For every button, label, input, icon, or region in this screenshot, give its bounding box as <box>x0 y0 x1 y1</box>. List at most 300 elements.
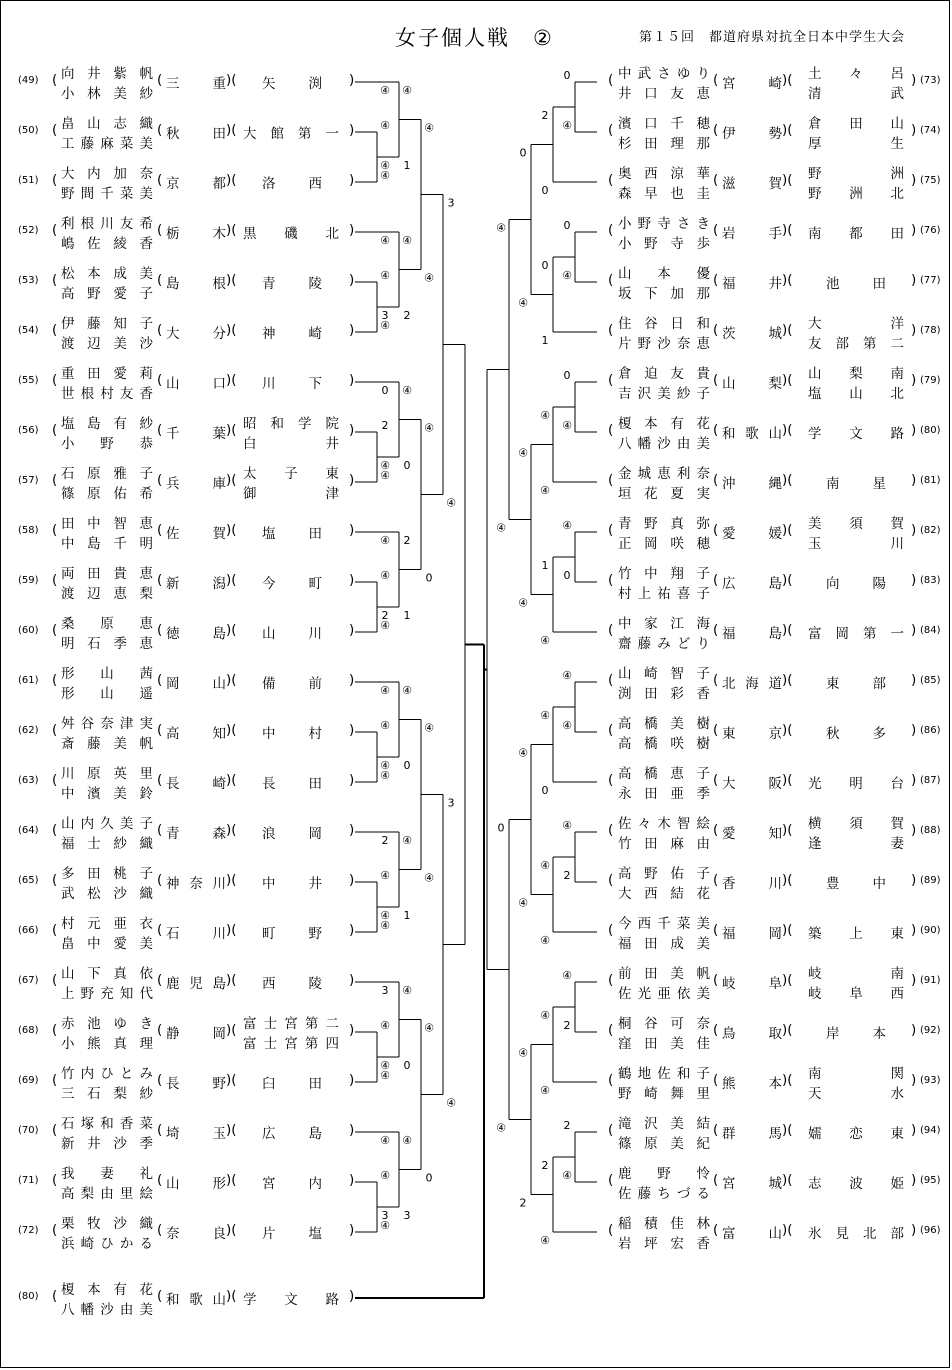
school: 川下 <box>262 376 322 392</box>
entry-number: (75) <box>920 175 941 186</box>
school-2: 岐阜西 <box>808 986 904 1002</box>
prefecture: 愛知 <box>722 826 782 842</box>
player-name-2: 八幡沙由美 <box>618 436 710 452</box>
player-name-1: 竹内ひとみ <box>61 1066 153 1082</box>
paren: )( <box>782 1172 793 1188</box>
score-mark: 2 <box>403 309 411 322</box>
school-1: 倉田山 <box>808 116 904 132</box>
player-name-2: 高梨由里絵 <box>61 1186 153 1202</box>
prefecture: 和歌山 <box>722 426 782 442</box>
score-mark: 2 <box>563 869 571 882</box>
paren: ) <box>349 1022 355 1038</box>
player-name-2: 小林美紗 <box>61 86 153 102</box>
entry-number: (85) <box>920 675 941 686</box>
player-name-2: 竹田麻由 <box>618 836 710 852</box>
score-mark: ④ <box>540 1234 550 1247</box>
score-mark: ④ <box>380 569 390 582</box>
score-mark: ④ <box>562 119 572 132</box>
prefecture: 福島 <box>722 626 782 642</box>
score-mark: ④ <box>380 684 390 697</box>
school-2: 厚生 <box>808 136 904 152</box>
score-mark: 0 <box>381 384 389 397</box>
prefecture: 福井 <box>722 276 782 292</box>
prefecture: 北海道 <box>722 676 782 692</box>
score-mark: ④ <box>562 669 572 682</box>
score-mark: 0 <box>403 759 411 772</box>
player-name-2: 窪田美佳 <box>618 1036 710 1052</box>
score-mark: ④ <box>540 634 550 647</box>
score-mark: ④ <box>424 121 434 135</box>
school: 備前 <box>262 676 322 692</box>
paren: ( <box>713 1172 719 1188</box>
prefecture: 広島 <box>722 576 782 592</box>
school-2: 白井 <box>243 436 339 452</box>
score-mark: ④ <box>518 746 528 760</box>
paren: ( <box>52 822 58 838</box>
score-mark: ④ <box>540 1009 550 1022</box>
paren: )( <box>782 272 793 288</box>
entry-number: (55) <box>18 375 39 386</box>
paren: ) <box>349 722 355 738</box>
entry-number: (84) <box>920 625 941 636</box>
score-mark: 0 <box>563 569 571 582</box>
prefecture: 山口 <box>166 376 226 392</box>
paren: ( <box>157 122 163 138</box>
school-1: 野洲 <box>808 166 904 182</box>
entry-number: (66) <box>18 925 39 936</box>
school: 池田 <box>826 276 886 292</box>
score-mark: ④ <box>402 984 412 997</box>
score-mark: 2 <box>403 534 411 547</box>
score-mark: ④ <box>540 409 550 422</box>
paren: )( <box>226 222 237 238</box>
score-mark: ④ <box>518 296 528 310</box>
score-mark: ④ <box>380 769 390 782</box>
paren: )( <box>226 1222 237 1238</box>
prefecture: 群馬 <box>722 1126 782 1142</box>
score-mark: ④ <box>518 896 528 910</box>
school-1: 山梨南 <box>808 366 904 382</box>
score-mark: ④ <box>380 909 390 922</box>
paren: ( <box>52 1222 58 1238</box>
entry-number: (76) <box>920 225 941 236</box>
paren: )( <box>782 572 793 588</box>
player-name-2: 嶋佐綾香 <box>61 236 153 252</box>
paren: ( <box>608 622 614 638</box>
score-mark: 2 <box>519 1196 527 1210</box>
paren: )( <box>226 422 237 438</box>
player-name-1: 田中智恵 <box>61 516 153 532</box>
paren: )( <box>782 1022 793 1038</box>
score-mark: ④ <box>380 1069 390 1082</box>
paren: ( <box>52 172 58 188</box>
paren: ( <box>157 822 163 838</box>
paren: )( <box>226 1288 237 1304</box>
paren: ) <box>911 1022 917 1038</box>
school: 大館第一 <box>243 126 339 142</box>
player-name-1: 桑原恵 <box>61 616 153 632</box>
score-mark: 2 <box>381 609 389 622</box>
paren: ) <box>911 472 917 488</box>
entry-number: (81) <box>920 475 941 486</box>
paren: ) <box>911 922 917 938</box>
player-name-1: 赤池ゆき <box>61 1016 153 1032</box>
paren: ) <box>911 522 917 538</box>
prefecture: 滋賀 <box>722 176 782 192</box>
school: 嬬恋東 <box>808 1126 904 1142</box>
paren: ( <box>52 322 58 338</box>
paren: ( <box>157 922 163 938</box>
score-mark: ④ <box>496 521 506 535</box>
paren: ) <box>349 872 355 888</box>
prefecture: 秋田 <box>166 126 226 142</box>
paren: ) <box>349 622 355 638</box>
paren: )( <box>226 122 237 138</box>
paren: ( <box>608 222 614 238</box>
paren: ) <box>911 372 917 388</box>
prefecture: 大分 <box>166 326 226 342</box>
paren: ( <box>52 422 58 438</box>
score-mark: ④ <box>380 319 390 332</box>
paren: ( <box>713 472 719 488</box>
paren: ( <box>608 872 614 888</box>
school: 中井 <box>262 876 322 892</box>
score-mark: 0 <box>519 146 527 160</box>
prefecture: 伊勢 <box>722 126 782 142</box>
entry-number: (57) <box>18 475 39 486</box>
paren: ( <box>52 1072 58 1088</box>
school: 向陽 <box>826 576 886 592</box>
prefecture: 東京 <box>722 726 782 742</box>
paren: ( <box>157 1072 163 1088</box>
score-mark: ④ <box>380 1169 390 1182</box>
school: 片塩 <box>262 1226 322 1242</box>
paren: )( <box>782 322 793 338</box>
paren: ( <box>713 572 719 588</box>
player-name-1: 山下真依 <box>61 966 153 982</box>
school: 富岡第一 <box>808 626 904 642</box>
prefecture: 宮城 <box>722 1176 782 1192</box>
score-mark: 3 <box>381 309 389 322</box>
entry-number: (59) <box>18 575 39 586</box>
paren: ( <box>52 372 58 388</box>
player-name-2: 福士紗織 <box>61 836 153 852</box>
prefecture: 茨城 <box>722 326 782 342</box>
score-mark: 3 <box>381 984 389 997</box>
paren: ( <box>713 1072 719 1088</box>
player-name-2: 中島千明 <box>61 536 153 552</box>
prefecture: 石川 <box>166 926 226 942</box>
paren: )( <box>782 722 793 738</box>
score-mark: ④ <box>518 1046 528 1060</box>
player-name-1: 高野佑子 <box>618 866 710 882</box>
score-mark: ④ <box>496 221 506 235</box>
score-mark: ④ <box>380 759 390 772</box>
score-mark: ④ <box>380 719 390 732</box>
entry-number: (89) <box>920 875 941 886</box>
school-1: 昭和学院 <box>243 416 339 432</box>
paren: ) <box>349 72 355 88</box>
score-mark: ④ <box>518 596 528 610</box>
player-name-2: 畠中愛美 <box>61 936 153 952</box>
prefecture: 和歌山 <box>166 1292 226 1308</box>
player-name-2: 福田成美 <box>618 936 710 952</box>
player-name-1: 今西千菜美 <box>618 916 710 932</box>
paren: ( <box>608 672 614 688</box>
paren: )( <box>226 922 237 938</box>
paren: ( <box>713 172 719 188</box>
school-2: 友部第二 <box>808 336 904 352</box>
paren: ) <box>911 1122 917 1138</box>
prefecture: 山梨 <box>722 376 782 392</box>
player-name-2: 篠原佑希 <box>61 486 153 502</box>
score-mark: 2 <box>381 419 389 432</box>
player-name-1: 石原雅子 <box>61 466 153 482</box>
prefecture: 沖縄 <box>722 476 782 492</box>
score-mark: ④ <box>380 269 390 282</box>
entry-number: (80) <box>18 1291 39 1302</box>
school: 青陵 <box>262 276 322 292</box>
player-name-1: 松本成美 <box>61 266 153 282</box>
player-name-2: 篠原美紀 <box>618 1136 710 1152</box>
score-mark: 0 <box>541 259 549 272</box>
prefecture: 栃木 <box>166 226 226 242</box>
prefecture: 島根 <box>166 276 226 292</box>
paren: ( <box>713 622 719 638</box>
paren: ( <box>608 722 614 738</box>
player-name-1: 石塚和香菜 <box>61 1116 153 1132</box>
paren: )( <box>226 972 237 988</box>
prefecture: 京都 <box>166 176 226 192</box>
paren: ( <box>157 1022 163 1038</box>
paren: ) <box>911 972 917 988</box>
player-name-1: 青野真弥 <box>618 516 710 532</box>
score-mark: ④ <box>562 1169 572 1182</box>
paren: ) <box>911 1222 917 1238</box>
score-mark: 3 <box>403 1209 411 1222</box>
paren: ) <box>911 222 917 238</box>
paren: ) <box>349 422 355 438</box>
paren: ( <box>713 1222 719 1238</box>
prefecture: 長野 <box>166 1076 226 1092</box>
prefecture: 長崎 <box>166 776 226 792</box>
entry-number: (93) <box>920 1075 941 1086</box>
school-2: 清武 <box>808 86 904 102</box>
paren: )( <box>782 1072 793 1088</box>
score-mark: 0 <box>563 69 571 82</box>
score-mark: ④ <box>380 159 390 172</box>
player-name-1: 鹿野怜 <box>618 1166 710 1182</box>
score-mark: 0 <box>563 219 571 232</box>
paren: ) <box>349 222 355 238</box>
entry-number: (63) <box>18 775 39 786</box>
player-name-1: 中武さゆり <box>618 66 710 82</box>
player-name-1: 両田貴恵 <box>61 566 153 582</box>
score-mark: ④ <box>380 169 390 182</box>
paren: ( <box>608 72 614 88</box>
entry-number: (92) <box>920 1025 941 1036</box>
score-mark: ④ <box>402 834 412 847</box>
score-mark: 0 <box>541 784 549 797</box>
paren: ( <box>608 1122 614 1138</box>
entry-number: (64) <box>18 825 39 836</box>
player-name-1: 山内久美子 <box>61 816 153 832</box>
score-mark: ④ <box>562 819 572 832</box>
score-mark: ④ <box>518 446 528 460</box>
paren: ( <box>608 972 614 988</box>
player-name-2: 小野恭 <box>61 436 153 452</box>
player-name-2: 明石季恵 <box>61 636 153 652</box>
paren: )( <box>782 522 793 538</box>
prefecture: 新潟 <box>166 576 226 592</box>
entry-number: (70) <box>18 1125 39 1136</box>
player-name-2: 高橋咲樹 <box>618 736 710 752</box>
score-mark: 2 <box>381 834 389 847</box>
paren: )( <box>226 872 237 888</box>
score-mark: ④ <box>424 721 434 735</box>
paren: )( <box>782 972 793 988</box>
paren: ( <box>608 322 614 338</box>
player-name-2: 浜崎ひかる <box>61 1236 153 1252</box>
paren: )( <box>782 1122 793 1138</box>
paren: ( <box>608 1222 614 1238</box>
player-name-2: 佐藤ちづる <box>618 1186 710 1202</box>
player-name-1: 栗牧沙織 <box>61 1216 153 1232</box>
entry-number: (53) <box>18 275 39 286</box>
school: 築上東 <box>808 926 904 942</box>
paren: ) <box>911 172 917 188</box>
school: 氷見北部 <box>808 1226 904 1242</box>
prefecture: 大阪 <box>722 776 782 792</box>
paren: ( <box>608 122 614 138</box>
entry-number: (86) <box>920 725 941 736</box>
paren: ( <box>52 572 58 588</box>
paren: ( <box>157 222 163 238</box>
player-name-1: 住谷日和 <box>618 316 710 332</box>
paren: ) <box>349 172 355 188</box>
score-mark: ④ <box>402 684 412 697</box>
paren: ( <box>608 372 614 388</box>
prefecture: 富山 <box>722 1226 782 1242</box>
entry-number: (60) <box>18 625 39 636</box>
paren: ) <box>349 372 355 388</box>
entry-number: (78) <box>920 325 941 336</box>
paren: ( <box>608 572 614 588</box>
score-mark: 2 <box>541 109 549 122</box>
player-name-1: 高橋恵子 <box>618 766 710 782</box>
entry-number: (68) <box>18 1025 39 1036</box>
paren: )( <box>226 372 237 388</box>
paren: ( <box>157 1172 163 1188</box>
score-mark: ④ <box>424 871 434 885</box>
school: 神崎 <box>262 326 322 342</box>
school: 南都田 <box>808 226 904 242</box>
paren: ( <box>713 372 719 388</box>
paren: )( <box>782 222 793 238</box>
player-name-1: 高橋美樹 <box>618 716 710 732</box>
player-name-2: 渡辺美沙 <box>61 336 153 352</box>
paren: ( <box>713 872 719 888</box>
paren: ( <box>608 272 614 288</box>
player-name-2: 齋藤みどり <box>618 636 710 652</box>
paren: ) <box>911 822 917 838</box>
prefecture: 宮崎 <box>722 76 782 92</box>
entry-number: (73) <box>920 75 941 86</box>
paren: ( <box>608 1022 614 1038</box>
score-mark: ④ <box>380 119 390 132</box>
entry-number: (56) <box>18 425 39 436</box>
paren: )( <box>226 322 237 338</box>
paren: ( <box>713 1022 719 1038</box>
entry-number: (50) <box>18 125 39 136</box>
school: 西陵 <box>262 976 322 992</box>
score-mark: ④ <box>380 534 390 547</box>
prefecture: 高知 <box>166 726 226 742</box>
paren: ) <box>349 1072 355 1088</box>
player-name-2: 森早也圭 <box>618 186 710 202</box>
prefecture: 熊本 <box>722 1076 782 1092</box>
school-2: 野洲北 <box>808 186 904 202</box>
school: 今町 <box>262 576 322 592</box>
paren: ) <box>911 872 917 888</box>
player-name-2: 上野充知代 <box>61 986 153 1002</box>
paren: ) <box>349 1222 355 1238</box>
score-mark: ④ <box>562 269 572 282</box>
player-name-1: 倉迫友貴 <box>618 366 710 382</box>
paren: )( <box>782 422 793 438</box>
score-mark: ④ <box>402 1134 412 1147</box>
prefecture: 鹿児島 <box>166 976 226 992</box>
paren: ( <box>608 922 614 938</box>
score-mark: 3 <box>447 796 455 810</box>
paren: ( <box>713 722 719 738</box>
paren: ( <box>52 1172 58 1188</box>
paren: ( <box>608 1172 614 1188</box>
player-name-2: 小熊真理 <box>61 1036 153 1052</box>
paren: ( <box>52 1022 58 1038</box>
player-name-2: 吉沢美紗子 <box>618 386 710 402</box>
player-name-1: 佐々木智絵 <box>618 816 710 832</box>
paren: )( <box>782 772 793 788</box>
entry-number: (95) <box>920 1175 941 1186</box>
entry-number: (88) <box>920 825 941 836</box>
school-2: 塩山北 <box>808 386 904 402</box>
paren: ) <box>911 772 917 788</box>
prefecture: 鳥取 <box>722 1026 782 1042</box>
prefecture: 香川 <box>722 876 782 892</box>
entry-number: (74) <box>920 125 941 136</box>
prefecture: 神奈川 <box>166 876 226 892</box>
paren: )( <box>782 922 793 938</box>
entry-number: (58) <box>18 525 39 536</box>
paren: ( <box>52 72 58 88</box>
player-name-1: 竹中翔子 <box>618 566 710 582</box>
entry-number: (82) <box>920 525 941 536</box>
school-1: 美須賀 <box>808 516 904 532</box>
score-mark: ④ <box>402 234 412 247</box>
paren: ( <box>713 672 719 688</box>
player-name-2: 工藤麻菜美 <box>61 136 153 152</box>
player-name-2: 渡辺恵梨 <box>61 586 153 602</box>
paren: ( <box>713 1122 719 1138</box>
paren: ( <box>52 272 58 288</box>
score-mark: ④ <box>380 1019 390 1032</box>
score-mark: 3 <box>447 196 455 210</box>
score-mark: ④ <box>380 619 390 632</box>
player-name-2: 岩坪宏香 <box>618 1236 710 1252</box>
paren: ( <box>713 72 719 88</box>
paren: ) <box>349 772 355 788</box>
